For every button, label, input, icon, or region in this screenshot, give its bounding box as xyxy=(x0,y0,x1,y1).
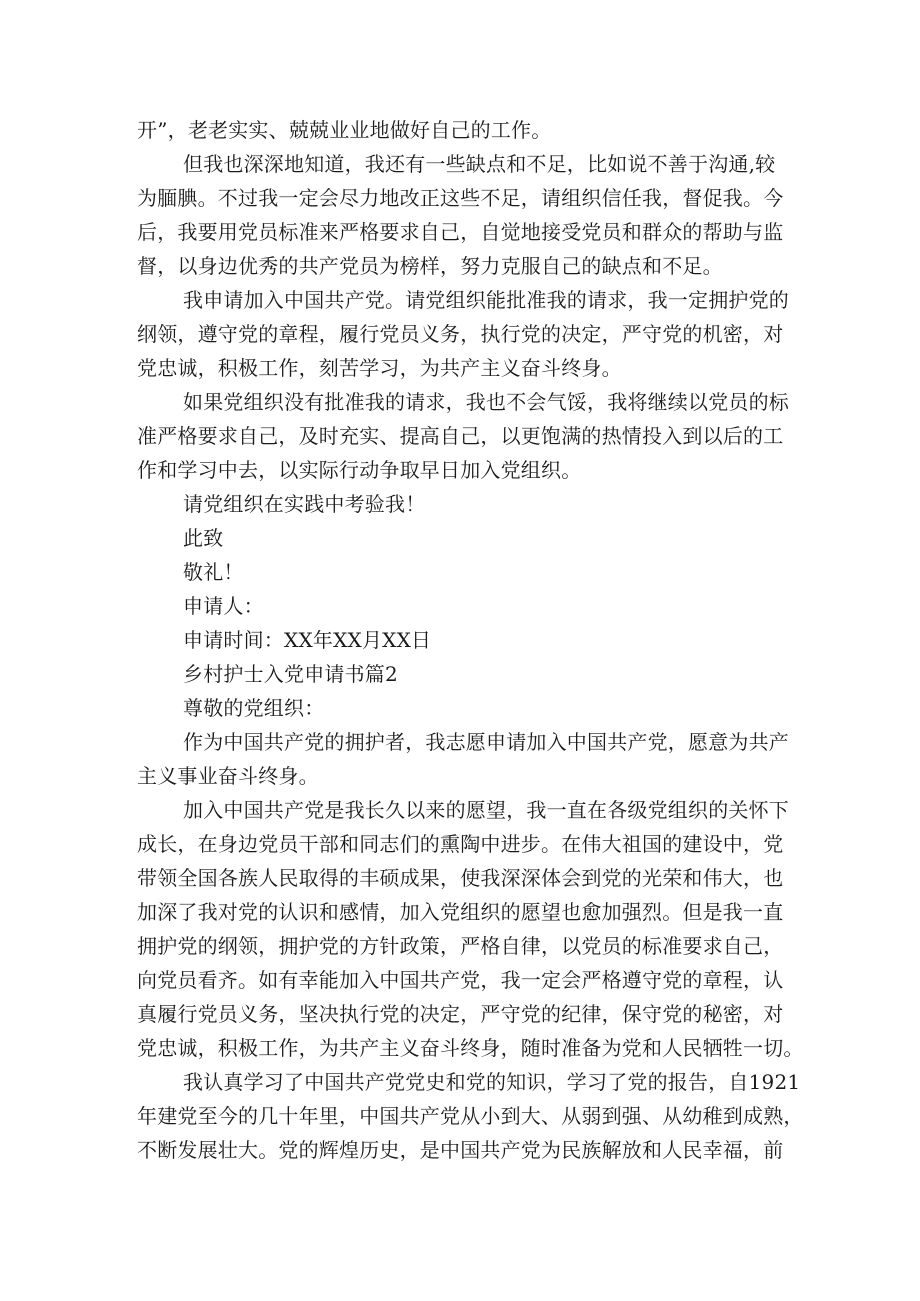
text-line: 准严格要求自己，及时充实、提高自己，以更饱满的热情投入到以后的工 xyxy=(137,424,784,448)
text-line: 作为中国共产党的拥护者，我志愿申请加入中国共产党，愿意为共产 xyxy=(183,730,789,754)
text-line: 申请时间：XX年XX月XX日 xyxy=(183,628,432,652)
text-line: 带领全国各族人民取得的丰硕成果，使我深深体会到党的光荣和伟大，也 xyxy=(137,866,784,890)
text-line: 年建党至今的几十年里，中国共产党从小到大、从弱到强、从幼稚到成熟， xyxy=(137,1104,804,1128)
text-line: 党忠诚，积极工作，刻苦学习，为共产主义奋斗终身。 xyxy=(137,356,622,380)
document-page xyxy=(137,113,804,1167)
text-line: 为腼腆。不过我一定会尽力地改正这些不足，请组织信任我，督促我。今 xyxy=(137,186,784,210)
text-line: 拥护党的纲领，拥护党的方针政策，严格自律，以党员的标准要求自己， xyxy=(137,934,784,958)
text-line: 开”，老老实实、兢兢业业地做好自己的工作。 xyxy=(137,118,552,142)
text-line: 加入中国共产党是我长久以来的愿望，我一直在各级党组织的关怀下 xyxy=(183,798,789,822)
text-line: 纲领，遵守党的章程，履行党员义务，执行党的决定，严守党的机密，对 xyxy=(137,322,784,346)
text-line: 我申请加入中国共产党。请党组织能批准我的请求，我一定拥护党的 xyxy=(183,288,789,312)
text-line: 此致 xyxy=(183,526,224,550)
text-line: 加深了我对党的认识和感情，加入党组织的愿望也愈加强烈。但是我一直 xyxy=(137,900,784,924)
text-line: 主义事业奋斗终身。 xyxy=(137,764,319,788)
text-line: 真履行党员义务，坚决执行党的决定，严守党的纪律，保守党的秘密，对 xyxy=(137,1002,784,1026)
text-line: 作和学习中去，以实际行动争取早日加入党组织。 xyxy=(137,458,582,482)
text-line: 但我也深深地知道，我还有一些缺点和不足，比如说不善于沟通,较 xyxy=(183,152,776,176)
text-line: 党忠诚，积极工作，为共产主义奋斗终身，随时准备为党和人民牺牲一切。 xyxy=(137,1036,804,1060)
text-line: 向党员看齐。如有幸能加入中国共产党，我一定会严格遵守党的章程，认 xyxy=(137,968,784,992)
text-line: 我认真学习了中国共产党党史和党的知识，学习了党的报告，自1921 xyxy=(183,1070,801,1094)
text-line: 督，以身边优秀的共产党员为榜样，努力克服自己的缺点和不足。 xyxy=(137,254,723,278)
text-line: 乡村护士入党申请书篇2 xyxy=(183,662,398,686)
text-line: 后，我要用党员标准来严格要求自己，自觉地接受党员和群众的帮助与监 xyxy=(137,220,784,244)
text-line: 尊敬的党组织： xyxy=(183,696,325,720)
document-body xyxy=(137,113,804,1167)
text-line: 不断发展壮大。党的辉煌历史，是中国共产党为民族解放和人民幸福，前 xyxy=(137,1138,784,1162)
text-line: 请党组织在实践中考验我！ xyxy=(183,492,426,516)
text-line: 申请人： xyxy=(183,594,264,618)
text-line: 如果党组织没有批准我的请求，我也不会气馁，我将继续以党员的标 xyxy=(183,390,789,414)
text-line: 敬礼！ xyxy=(183,560,244,584)
text-line: 成长，在身边党员干部和同志们的熏陶中进步。在伟大祖国的建设中，党 xyxy=(137,832,784,856)
